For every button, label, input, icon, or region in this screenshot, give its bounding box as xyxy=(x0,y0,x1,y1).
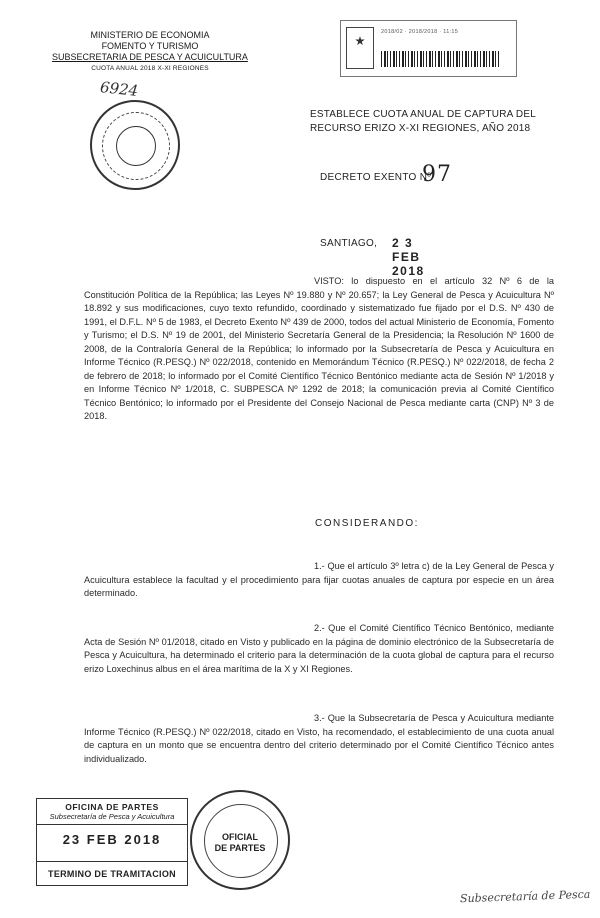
government-logo-icon xyxy=(346,27,374,69)
header-fomento: FOMENTO Y TURISMO xyxy=(101,41,199,51)
considerando-item-1: 1.- Que el artículo 3º letra c) de la Ley General de Pesca y Acuicultura establece la facultad y el procedimiento para fijar cuotas anuales de captura por especie en un área determinado. xyxy=(84,561,554,598)
seal-line-2: DE PARTES xyxy=(214,843,266,853)
ministry-header xyxy=(50,30,250,74)
stamp-subtitle: Subsecretaría de Pesca y Acuicultura xyxy=(49,812,175,821)
stamp-date: 23 FEB 2018 xyxy=(62,832,162,847)
barcode-meta: 2018/02 · 2018/2018 · 11:15 xyxy=(381,29,459,35)
visto-paragraph: VISTO: lo dispuesto en el artículo 32 Nº 6 de la Constitución Política de la República; las Leyes Nº 19.880 y Nº 20.657; la Ley General de Pesca y Acuicultura Nº 18.892 y sus modificaciones, cuyo texto refundido, coordinado y sistematizado fue fijado por el D.S. Nº 430 de 1991, el D.F.L. Nº 5 de 1983, el Decreto Exento Nº 439 de 2000, todos del actual Ministerio de Economía, Fomento y Turismo; el D.S. Nº 19 de 2001, del Ministerio Secretaría General de la Presidencia; la Resolución Nº 1600 de 2008, de la Contraloría General de la República; lo informado por la Subsecretaría de Pesca y Acuicultura en Informe Técnico (R.PESQ.) Nº 022/2018, contenido en Memorándum Técnico (R.PESQ.) Nº 022/2018, de fecha 2 de febrero de 2018; lo informado por el Comité Científico Técnico Bentónico mediante acta de Sesión Nº 1/2018 y en Informe Técnico Nº 1/2018, C. SUBPESCA Nº 1292 de 2018; la comunicación previa al Comité Científico Técnico Bentónico; lo informado por el Presidente del Consejo Nacional de Pesca mediante carta (CNP) Nº 3 de 2018. xyxy=(84,276,554,421)
decreto-value: 97 xyxy=(422,162,452,187)
considerando-item-3: 3.- Que la Subsecretaría de Pesca y Acuicultura mediante Informe Técnico (R.PESQ.) Nº 022/2018, citado en Visto, ha recomendado, el establecimiento de una cuota anual de captura en un monto que se encuentra dentro del criterio determinado por el Comité Científico Técnico antes individualizado. xyxy=(84,713,554,764)
place-date xyxy=(320,236,425,278)
header-reference: CUOTA ANUAL 2018 X-XI REGIONES xyxy=(91,65,209,72)
stamp-title: OFICINA DE PARTES xyxy=(65,802,159,812)
decreto-number xyxy=(320,162,452,187)
oficina-partes-stamp xyxy=(36,798,188,886)
date-stamp: 2 3 FEB 2018 xyxy=(392,236,425,278)
considerando-heading: CONSIDERANDO: xyxy=(315,518,419,529)
agency-seal-icon xyxy=(90,100,180,190)
barcode-icon xyxy=(381,51,501,67)
decreto-label: DECRETO EXENTO Nº xyxy=(320,172,432,183)
document-title: ESTABLECE CUOTA ANUAL DE CAPTURA DEL RECURSO ERIZO X-XI REGIONES, AÑO 2018 xyxy=(310,109,536,134)
barcode-label xyxy=(340,20,517,77)
header-subsecretaria: SUBSECRETARIA DE PESCA Y ACUICULTURA xyxy=(52,52,248,62)
place-label: SANTIAGO, xyxy=(320,238,378,249)
signature-note: Subsecretaría de Pesca xyxy=(459,887,591,906)
considerando-item-2: 2.- Que el Comité Científico Técnico Bentónico, mediante Acta de Sesión Nº 01/2018, citado en Visto y publicado en la página de dominio electrónico de la Subsecretaría de Pesca y Acuicultura, ha determinado el criterio para la determinación de la cuota global de captura para el recurso erizo Loxechinus albus en el área marítima de la X y XI Regiones. xyxy=(84,623,554,674)
oficial-partes-seal-icon xyxy=(190,790,290,890)
handwritten-number: 6924 xyxy=(99,78,140,100)
header-ministry: MINISTERIO DE ECONOMIA xyxy=(90,30,210,40)
seal-line-1: OFICIAL xyxy=(222,832,258,842)
stamp-footer: TERMINO DE TRAMITACION xyxy=(48,869,176,879)
